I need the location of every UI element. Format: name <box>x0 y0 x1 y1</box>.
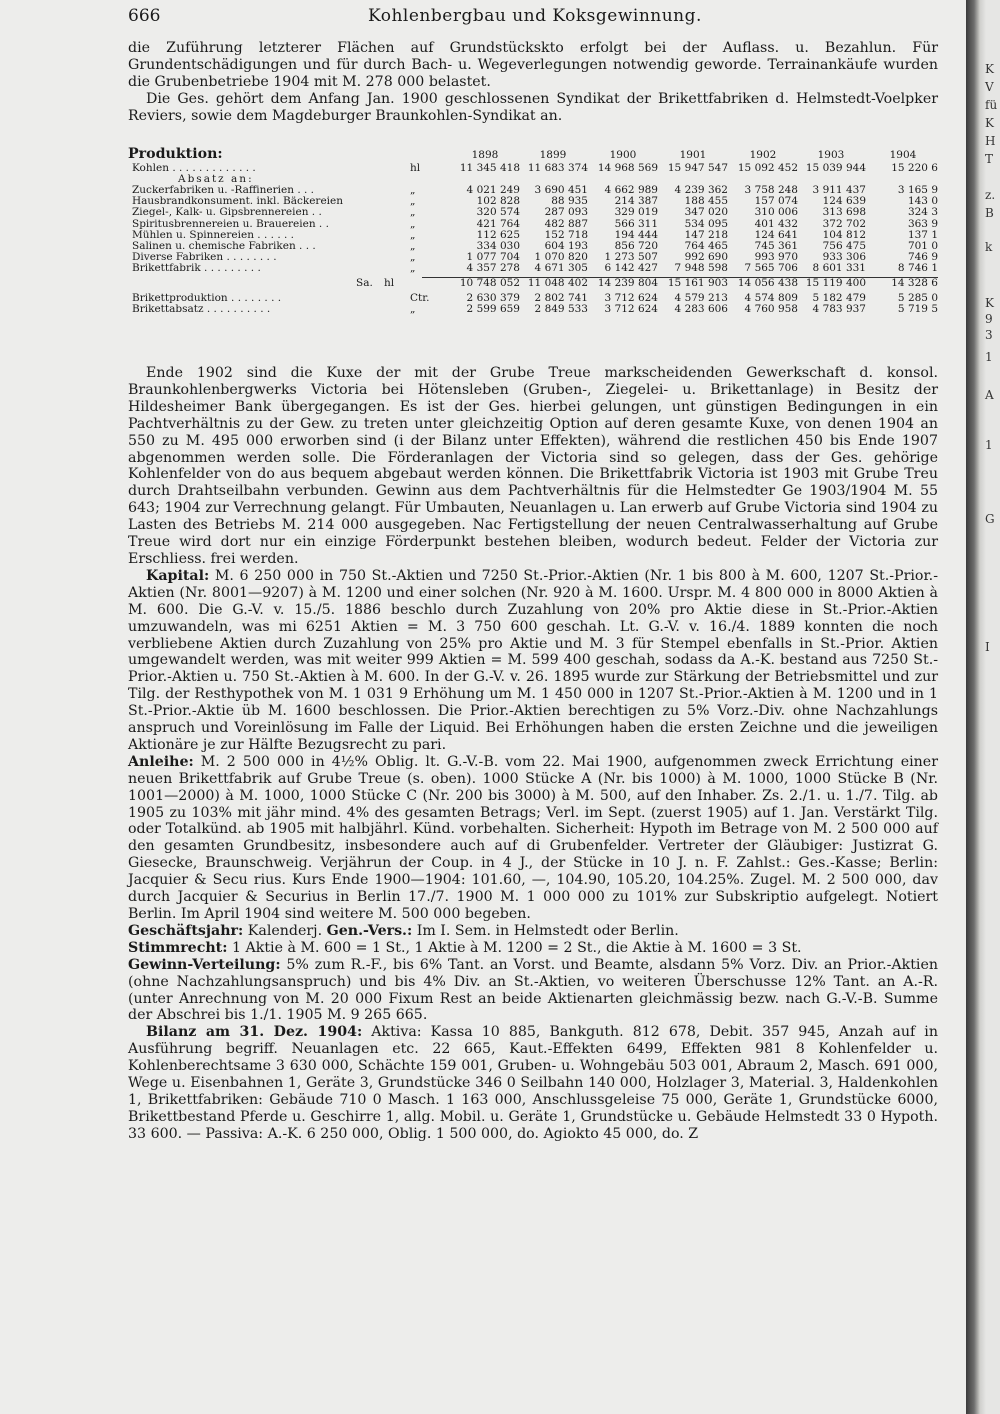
table-cell: 3 911 437 <box>812 183 866 196</box>
table-cell: 5 719 5 <box>897 302 938 315</box>
table-cell: 15 119 400 <box>805 276 866 289</box>
bilanz-label: Bilanz am 31. Dez. 1904: <box>146 1024 363 1041</box>
edge-fragment: K <box>985 116 994 130</box>
edge-fragment: K <box>985 296 994 310</box>
table-cell: 1 070 820 <box>534 251 588 264</box>
year-header: 1899 <box>539 149 567 161</box>
table-cell: 104 812 <box>822 228 866 241</box>
table-cell: 566 311 <box>614 217 658 230</box>
table-cell: 88 935 <box>551 195 588 208</box>
table-cell: 701 0 <box>907 239 938 252</box>
table-cell: 324 3 <box>907 206 938 219</box>
stimmrecht-label: Stimmrecht: <box>128 939 228 956</box>
row-label: Kohlen . . . . . . . . . . . . . <box>132 161 256 174</box>
year-header: 1898 <box>471 149 499 161</box>
table-cell: 14 328 6 <box>891 276 938 289</box>
table-cell: 482 887 <box>544 217 588 230</box>
table-cell: 3 758 248 <box>744 183 798 196</box>
production-heading: Produktion: <box>128 146 223 162</box>
table-cell: 11 048 402 <box>527 276 588 289</box>
row-label: Ziegel-, Kalk- u. Gipsbrennereien . . <box>132 206 322 219</box>
stimmrecht-text: 1 Aktie à M. 600 = 1 St., 1 Aktie à M. 1200 = 2 St., die Aktie à M. 1600 = 3 St. <box>227 939 802 956</box>
table-row <box>128 163 938 174</box>
table-cell: 214 387 <box>614 195 658 208</box>
sum-unit: hl <box>384 276 395 289</box>
gewinn-text: 5% zum R.-F., bis 6% Tant. an Vorst. und Beamte, alsdann 5% Vorz. Div. an Prior.-Aktien (ohne Nachzahlungsanspruch) und bis 4% Div. an St.-Aktien, vo weiteren Überschusse 12% Tant. an A.-R. (unter Anrechnung von M. 20 000 Fixum Rest an beide Aktienarten gleichmässig bezw. nach G.-V.-B. Summe der Abschrei bis 1./1. 1905 M. 9 265 665. <box>128 956 938 1024</box>
row-unit: „ <box>410 302 416 315</box>
year-header-row <box>128 146 938 162</box>
edge-fragment: B <box>985 206 994 220</box>
row-unit: „ <box>410 206 416 219</box>
table-cell: 329 019 <box>614 206 658 219</box>
table-cell: 2 599 659 <box>466 302 520 315</box>
row-label: Zuckerfabriken u. -Raffinerien . . . <box>132 183 315 196</box>
table-cell: 15 161 903 <box>667 276 728 289</box>
body-text <box>128 365 938 1143</box>
row-label: Brikettfabrik . . . . . . . . . <box>132 262 261 275</box>
table-cell: 8 601 331 <box>812 262 866 275</box>
edge-fragment: k <box>985 240 993 254</box>
row-unit: Ctr. <box>410 291 430 304</box>
table-cell: 15 947 547 <box>667 161 728 174</box>
edge-fragment: fü <box>985 98 998 112</box>
edge-fragment: z. <box>985 188 996 202</box>
table-cell: 3 165 9 <box>897 183 938 196</box>
table-cell: 4 671 305 <box>534 262 588 275</box>
anleihe-label: Anleihe: <box>128 753 194 770</box>
table-row <box>128 304 938 315</box>
table-cell: 764 465 <box>684 239 728 252</box>
genvers-text: Im I. Sem. in Helmstedt oder Berlin. <box>412 922 679 939</box>
table-cell: 157 074 <box>754 195 798 208</box>
gewinn-label: Gewinn-Verteilung: <box>128 956 281 973</box>
table-cell: 14 056 438 <box>737 276 798 289</box>
bilanz-text: Aktiva: Kassa 10 885, Bankguth. 812 678, Debit. 357 945, Anzah auf in Ausführung begriff. Neuanlagen etc. 22 665, Kaut.-Effekten 6499, Effekten 981 8 Kohlenfelder u. Kohlenberechtsame 3 630 000, Schächte 159 001, Gruben- u. Wohngebäu 503 001, Abraum 2, Masch. 691 000, Wege u. Eisenbahnen 1, Geräte 3, Grundstücke 346 0 Seilbahn 140 000, Holzlager 3, Material. 3, Haldenkohlen 1, Brikettfabriken: Gebäude 710 0 Masch. 1 163 000, Anschlussgeleise 75 000, Geräte 1, Grundstücke 6000, Brikettbestand Pferde u. Geschirre 1, allg. Mobil. u. Geräte 1, Grundstücke u. Gebäude Helmstedt 33 0 Hypoth. 33 600. — Passiva: A.-K. 6 250 000, Oblig. 1 500 000, do. Agiokto 45 000, do. Z <box>128 1024 938 1142</box>
table-cell: 4 021 249 <box>466 183 520 196</box>
table-cell: 347 020 <box>684 206 728 219</box>
table-cell: 11 345 418 <box>459 161 520 174</box>
edge-fragment: A <box>985 388 994 402</box>
table-cell: 4 760 958 <box>744 302 798 315</box>
table-cell: 1 273 507 <box>604 251 658 264</box>
table-cell: 4 783 937 <box>812 302 866 315</box>
table-cell: 933 306 <box>822 251 866 264</box>
table-cell: 2 802 741 <box>534 291 588 304</box>
row-label: Salinen u. chemische Fabriken . . . <box>132 239 316 252</box>
edge-fragment: I <box>985 640 990 654</box>
intro-text <box>128 40 938 125</box>
table-cell: 3 712 624 <box>604 302 658 315</box>
stimmrecht-section <box>128 940 938 957</box>
intro-paragraph-1: die Zuführung letzterer Flächen auf Grundstückskto erfolgt bei der Auflass. u. Bezahlun. Für Grundentschädigungen und für durch Bach- u. Wegeverlegungen notwendig geworde. Terrainankäufe wurden die Grubenbetriebe 1904 mit M. 278 000 belastet. <box>128 40 938 90</box>
table-cell: 4 662 989 <box>604 183 658 196</box>
table-cell: 188 455 <box>684 195 728 208</box>
year-header: 1904 <box>889 149 917 161</box>
table-cell: 3 690 451 <box>534 183 588 196</box>
edge-fragment: K <box>985 62 994 76</box>
table-cell: 10 748 052 <box>459 276 520 289</box>
row-unit: „ <box>410 183 416 196</box>
table-cell: 124 639 <box>822 195 866 208</box>
victoria-paragraph: Ende 1902 sind die Kuxe der mit der Grube Treue markscheidenden Gewerkschaft d. konsol. Braunkohlenbergwerks Victoria bei Hötensleben (Gruben-, Ziegelei- u. Brikettanlage) in Besitz der Hildesheimer Bank übergegangen. Es ist der Ges. hierbei gelungen, unt günstigen Bedingungen in ein Pachtverhältnis zu der Gew. zu treten unter gleichzeitig Option auf deren gesamte Kuxe, von denen 1904 an 550 zu M. 495 000 erworben sind (i der Bilanz unter Effekten), während die restlichen 450 bis Ende 1907 abgenommen werden solle. Die Förderanlagen der Victoria sind so gelegen, dass der Ges. gehörige Kohlenfelder von do aus bequem abgebaut werden können. Die Brikettfabrik Victoria ist 1903 mit Grube Treu durch Drahtseilbahn verbunden. Gewinn aus dem Pachtverhältnis für die Helmstedter Ge 1903/1904 M. 55 643; 1904 zur Verrechnung gelangt. Für Umbauten, Neuanlagen u. Lan erwerb auf Grube Victoria sind 1904 zu Lasten des Betriebs M. 214 000 ausgegeben. Nac Fertigstellung der neuen Centralwasserhaltung auf Grube Treue wird dort nur ein einzige Förderpunkt bestehen bleiben, wodurch bedeut. Felder der Victoria zur Erschliess. frei werden. <box>128 365 938 567</box>
table-cell: 1 077 704 <box>466 251 520 264</box>
table-cell: 11 683 374 <box>527 161 588 174</box>
geschaeftsjahr-text: Kalenderj. <box>243 922 323 939</box>
edge-fragment: 1 <box>985 350 993 364</box>
table-cell: 3 712 624 <box>604 291 658 304</box>
table-cell: 14 968 569 <box>597 161 658 174</box>
genvers-label: Gen.-Vers.: <box>326 922 413 939</box>
table-cell: 334 030 <box>476 239 520 252</box>
table-cell: 992 690 <box>684 251 728 264</box>
row-unit: hl <box>410 161 421 174</box>
table-cell: 313 698 <box>822 206 866 219</box>
table-cell: 534 095 <box>684 217 728 230</box>
table-cell: 112 625 <box>476 228 520 241</box>
row-label: Mühlen u. Spinnereien . . . . . . <box>132 228 295 241</box>
row-unit: „ <box>410 251 416 264</box>
table-row <box>128 263 938 274</box>
table-cell: 5 285 0 <box>897 291 938 304</box>
table-cell: 2 630 379 <box>466 291 520 304</box>
table-cell: 15 039 944 <box>805 161 866 174</box>
page-number: 666 <box>128 6 161 26</box>
table-cell: 421 764 <box>476 217 520 230</box>
kapital-label: Kapital: <box>146 567 210 584</box>
edge-fragment: G <box>985 512 995 526</box>
table-cell: 8 746 1 <box>897 262 938 275</box>
table-cell: 15 092 452 <box>737 161 798 174</box>
year-header: 1901 <box>679 149 707 161</box>
table-cell: 856 720 <box>614 239 658 252</box>
gewinn-section <box>128 957 938 1025</box>
table-cell: 993 970 <box>754 251 798 264</box>
year-header: 1903 <box>817 149 845 161</box>
table-cell: 372 702 <box>822 217 866 230</box>
table-cell: 745 361 <box>754 239 798 252</box>
edge-fragment: T <box>985 152 994 166</box>
table-cell: 320 574 <box>476 206 520 219</box>
sum-label: Sa. <box>356 276 373 289</box>
table-cell: 102 828 <box>476 195 520 208</box>
table-cell: 137 1 <box>907 228 938 241</box>
table-cell: 194 444 <box>614 228 658 241</box>
table-cell: 147 218 <box>684 228 728 241</box>
table-cell: 124 641 <box>754 228 798 241</box>
row-label: Absatz an: <box>178 172 254 185</box>
table-cell: 746 9 <box>907 251 938 264</box>
table-cell: 7 565 706 <box>744 262 798 275</box>
table-row <box>128 207 938 218</box>
table-cell: 4 579 213 <box>674 291 728 304</box>
row-unit: „ <box>410 217 416 230</box>
table-cell: 4 574 809 <box>744 291 798 304</box>
table-cell: 143 0 <box>907 195 938 208</box>
kapital-text: M. 6 250 000 in 750 St.-Aktien und 7250 St.-Prior.-Aktien (Nr. 1 bis 800 à M. 600, 1207 St.-Prior.-Aktien (Nr. 8001—9207) à M. 1200 und einer solchen (Nr. 920 à M. 1600. Urspr. M. 4 800 000 in 8000 Aktien à M. 600. Die G.-V. v. 15./5. 1886 beschlo durch Zuzahlung von 20% pro Aktie diese in St.-Prior.-Aktien umzuwandeln, was mi 6251 Aktien = M. 3 750 600 geschah. Lt. G.-V. v. 16./4. 1889 konnten die noch verbliebene Aktien durch Zuzahlung von 25% pro Aktie und M. 3 für Stempel ebenfalls in St.-Prior. Aktien umgewandelt werden, was mit weiter 999 Aktien = M. 599 400 geschah, sodass da A.-K. bestand aus 7250 St.-Prior.-Aktien u. 750 St.-Aktien à M. 600. In der G.-V. v. 26. 1895 wurde zur Stärkung der Betriebsmittel und zur Tilg. der Resthypothek von M. 1 031 9 Erhöhung um M. 1 450 000 in 1207 St.-Prior.-Aktien à M. 1200 und in 1 St.-Prior.-Aktie üb M. 1600 beschlossen. Die Prior.-Aktien berechtigen zu 5% Vorz.-Div. ohne Nachzahlungs anspruch und Voreinlösung im Falle der Liquid. Bei Erhöhungen haben die ersten Zeichne und die jeweiligen Aktionäre je zur Hälfte Bezugsrecht zu pari. <box>128 567 938 753</box>
year-header: 1900 <box>609 149 637 161</box>
edge-fragment: 1 <box>985 438 993 452</box>
table-cell: 6 142 427 <box>604 262 658 275</box>
year-header: 1902 <box>749 149 777 161</box>
table-cell: 4 357 278 <box>466 262 520 275</box>
table-cell: 4 283 606 <box>674 302 728 315</box>
row-unit: „ <box>410 262 416 275</box>
table-cell: 310 006 <box>754 206 798 219</box>
table-cell: 401 432 <box>754 217 798 230</box>
row-label: Brikettabsatz . . . . . . . . . . <box>132 302 271 315</box>
anleihe-text: M. 2 500 000 in 4½% Oblig. lt. G.-V.-B. vom 22. Mai 1900, aufgenommen zweck Errichtung einer neuen Brikettfabrik auf Grube Treue (s. oben). 1000 Stücke A (Nr. bis 1000) à M. 1000, 1000 Stücke B (Nr. 1001—2000) à M. 1000, 1000 Stücke C (Nr. 200 bis 3000) à M. 500, auf den Inhaber. Zs. 2./1. u. 1./7. Tilg. ab 1905 zu 103% mit jähr mind. 4% des gesamten Betrags; Verl. im Sept. (zuerst 1905) auf 1. Jan. Verstärkt Tilg. oder Totalkünd. ab 1905 mit halbjährl. Künd. vorbehalten. Sicherheit: Hypoth im Betrage von M. 2 500 000 auf den gesamten Grundbesitz, insbesondere auch auf di Grubenfelder. Vertreter der Gläubiger: Justizrat G. Giesecke, Braunschweig. Verjährun der Coup. in 4 J., der Stücke in 10 J. n. F. Zahlst.: Ges.-Kasse; Berlin: Jacquier & Secu rius. Kurs Ende 1900—1904: 101.60, —, 104.90, 105.20, 104.25%. Zugel. M. 2 500 000, dav durch Jacquier & Securius in Berlin 17./7. 1900 M. 1 000 000 zu 101% zur Subskriptio aufgelegt. Notiert Berlin. Im April 1904 sind weitere M. 500 000 begeben. <box>128 753 938 922</box>
row-label: Hausbrandkonsument. inkl. Bäckereien <box>132 195 343 208</box>
table-cell: 756 475 <box>822 239 866 252</box>
table-cell: 15 220 6 <box>891 161 938 174</box>
table-cell: 14 239 804 <box>597 276 658 289</box>
edge-fragment: 9 <box>985 312 993 326</box>
running-title: Kohlenbergbau und Koksgewinnung. <box>368 6 702 26</box>
table-cell: 604 193 <box>544 239 588 252</box>
edge-fragment: V <box>985 80 994 94</box>
sum-row <box>128 278 938 289</box>
table-row <box>128 219 938 230</box>
table-cell: 287 093 <box>544 206 588 219</box>
anleihe-section <box>128 754 938 923</box>
edge-fragment: H <box>985 134 996 148</box>
row-label: Spiritusbrennereien u. Brauereien . . <box>132 217 329 230</box>
table-cell: 5 182 479 <box>812 291 866 304</box>
book-gutter <box>966 0 1000 1414</box>
geschaeftsjahr-label: Geschäftsjahr: <box>128 922 244 939</box>
table-cell: 363 9 <box>907 217 938 230</box>
edge-fragment: 3 <box>985 328 993 342</box>
bilanz-section <box>128 1024 938 1142</box>
row-unit: „ <box>410 228 416 241</box>
page-header <box>128 6 938 32</box>
table-cell: 152 718 <box>544 228 588 241</box>
table-cell: 4 239 362 <box>674 183 728 196</box>
row-label: Brikettproduktion . . . . . . . . <box>132 291 282 304</box>
row-unit: „ <box>410 195 416 208</box>
intro-paragraph-2: Die Ges. gehört dem Anfang Jan. 1900 geschlossenen Syndikat der Brikettfabriken d. Helmstedt-Voelpker Reviers, sowie dem Magdeburger Braunkohlen-Syndikat an. <box>128 90 938 124</box>
table-cell: 2 849 533 <box>534 302 588 315</box>
table-cell: 7 948 598 <box>674 262 728 275</box>
geschaeft-section <box>128 923 938 940</box>
row-label: Diverse Fabriken . . . . . . . . <box>132 251 277 264</box>
kapital-section <box>128 568 938 754</box>
row-unit: „ <box>410 239 416 252</box>
